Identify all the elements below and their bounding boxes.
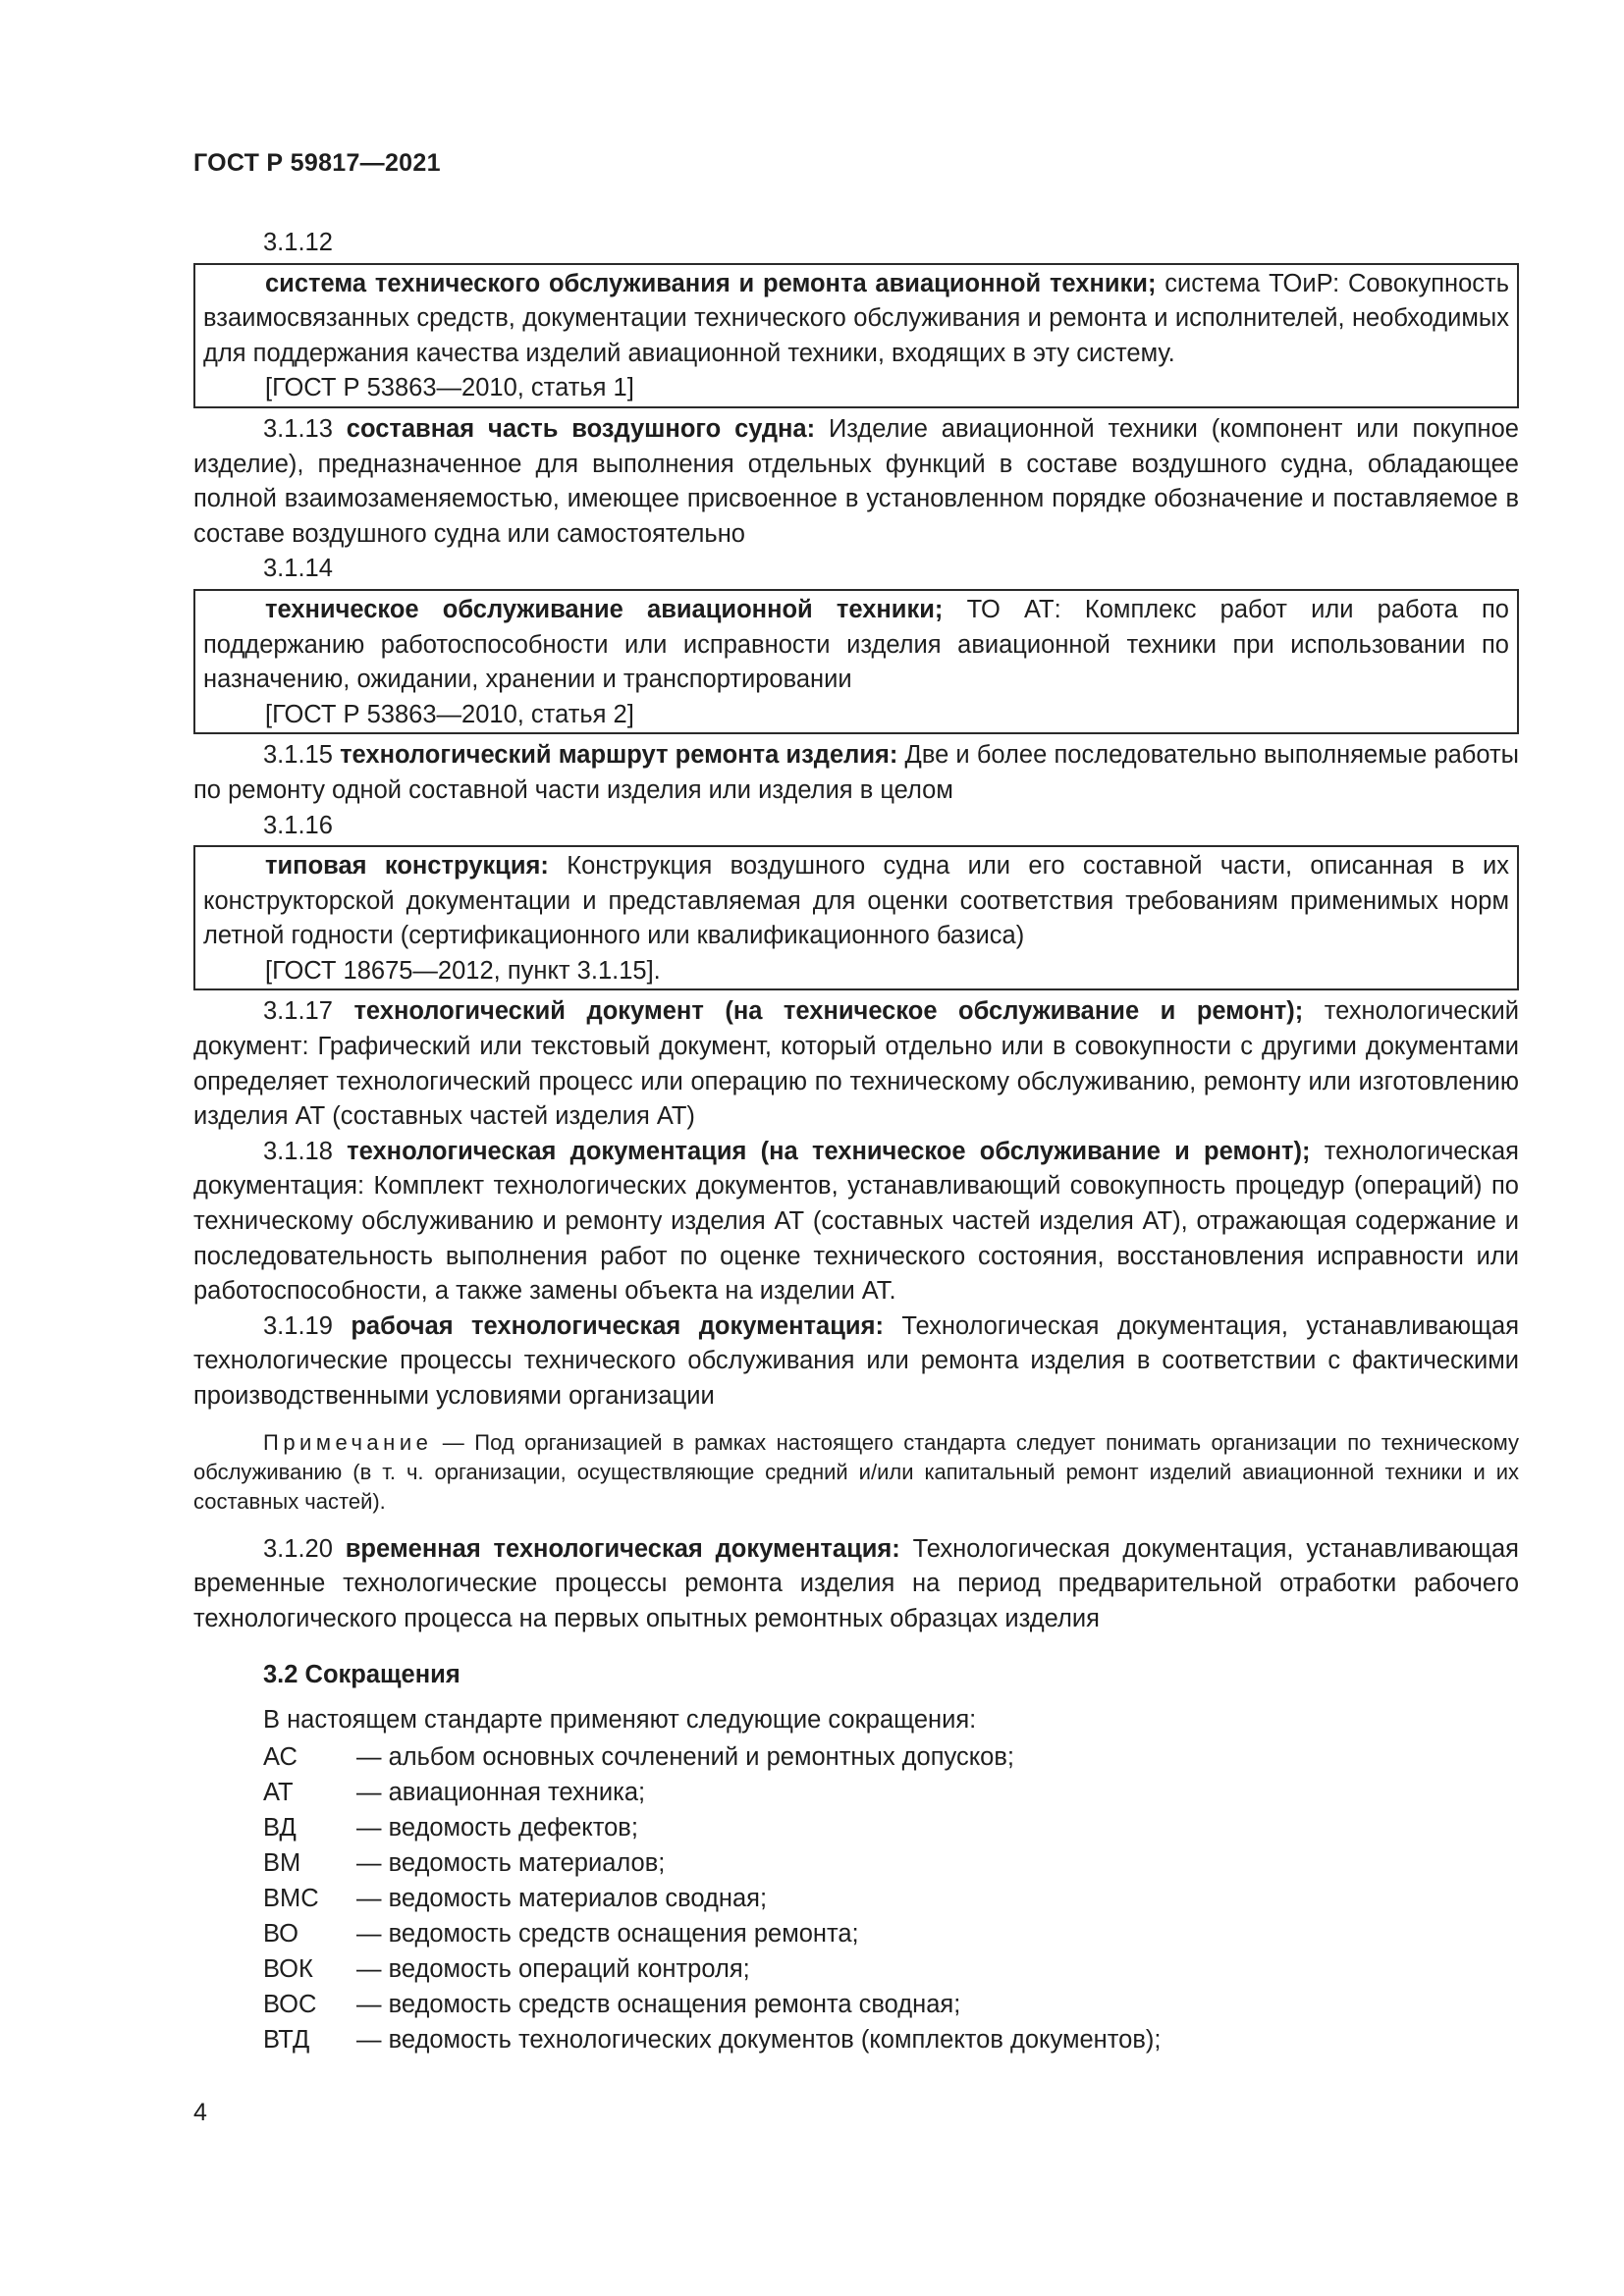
term-title: типовая конструкция:: [265, 852, 549, 881]
list-item: [263, 1917, 1519, 1952]
term-number: 3.1.19: [263, 1311, 333, 1340]
abbreviation-description: — ведомость материалов;: [356, 1848, 666, 1877]
note-text: — Под организацией в рамках настоящего стандарта следует понимать организации по техническому обслуживанию (в т. ч. организации, осуществляющие средний и/или капитальный ремонт изделий авиационной техники и их составных частей).: [193, 1429, 1519, 1514]
term-number: 3.1.12: [263, 229, 333, 256]
abbreviation-code: ВМ: [263, 1848, 301, 1877]
term-number: 3.1.17: [263, 997, 333, 1026]
abbreviation-description: — ведомость средств оснащения ремонта;: [356, 1919, 859, 1948]
section-intro: В настоящем стандарте применяют следующие сокращения:: [263, 1705, 977, 1734]
list-item: [263, 1740, 1519, 1776]
term-number: 3.1.14: [263, 555, 333, 583]
definition-source: [ГОСТ Р 53863—2010, статья 2]: [265, 700, 634, 728]
definition-text: технологическая документация: Комплект технологических документов, устанавливающий совокупность процедур (операций) по техническому обслуживанию и ремонту изделия АТ (составных частей изделия АТ), отражающая содержание и последовательность выполнения работ по оценке технического состояния, восстановления исправности или работоспособности, а также замены объекта на изделии АТ.: [193, 1137, 1519, 1306]
abbreviation-code: ВОК: [263, 1954, 313, 1983]
term-title: технологическая документация (на техническое обслуживание и ремонт);: [347, 1137, 1311, 1165]
abbreviation-description: — ведомость технологических документов (комплектов документов);: [356, 2025, 1162, 2054]
definition-paragraph: [193, 412, 1519, 552]
list-item: [263, 1988, 1519, 2023]
page-content: [193, 226, 1519, 2058]
abbreviation-code: ВОС: [263, 1990, 317, 2018]
definition-text: система ТОиР: Совокупность взаимосвязанных средств, документации технического обслуживания и ремонта и исполнителей, необходимых для поддержания качества изделий авиационной техники, входящих в эту систему.: [203, 269, 1509, 367]
term-number: 3.1.15: [263, 741, 333, 770]
quoted-definition-box: [193, 263, 1519, 408]
term-title: технологический маршрут ремонта изделия:: [340, 741, 898, 770]
note-label: Примечание: [263, 1429, 433, 1455]
definition-text: Две и более последовательно выполняемые работы по ремонту одной составной части изделия или изделия в целом: [193, 741, 1519, 804]
page-header: ГОСТ Р 59817—2021: [193, 149, 441, 177]
abbreviation-description: — ведомость дефектов;: [356, 1813, 638, 1842]
note-paragraph: [193, 1428, 1519, 1517]
term-title: рабочая технологическая документация:: [351, 1311, 884, 1340]
quoted-definition-box: [193, 845, 1519, 990]
definition-text: ТО АТ: Комплекс работ или работа по поддержанию работоспособности или исправности изделия авиационной техники при использовании по назначению, ожидании, хранении и транспортировании: [203, 595, 1509, 694]
quoted-definition-box: [193, 589, 1519, 734]
abbreviation-code: ВО: [263, 1919, 298, 1948]
definition-text: технологический документ: Графический или текстовый документ, который отдельно или в совокупности с другими документами определяет технологический процесс или операцию по техническому обслуживанию, ремонту или изготовлению изделия АТ (составных частей изделия АТ): [193, 997, 1519, 1131]
abbreviation-code: ВД: [263, 1813, 297, 1842]
definition-text: Технологическая документация, устанавливающая технологические процессы технического обслуживания или ремонта изделия в соответствии с фактическими производственными условиями организации: [193, 1311, 1519, 1410]
definition-paragraph: [193, 1135, 1519, 1309]
abbreviation-description: — авиационная техника;: [356, 1778, 646, 1806]
list-item: [263, 1952, 1519, 1988]
abbreviation-description: — ведомость средств оснащения ремонта сводная;: [356, 1990, 961, 2018]
term-number: 3.1.20: [263, 1534, 333, 1563]
definition-paragraph: [193, 1309, 1519, 1415]
definition-source: [ГОСТ 18675—2012, пункт 3.1.15].: [265, 956, 661, 985]
list-item: [263, 1811, 1519, 1846]
term-title: временная технологическая документация:: [345, 1534, 900, 1563]
definition-paragraph: [193, 994, 1519, 1134]
abbreviation-code: АТ: [263, 1778, 294, 1806]
term-number: 3.1.16: [263, 811, 333, 839]
term-title: техническое обслуживание авиационной техники;: [265, 595, 944, 623]
abbreviation-description: — ведомость материалов сводная;: [356, 1884, 768, 1912]
list-item: [263, 1882, 1519, 1917]
definition-source: [ГОСТ Р 53863—2010, статья 1]: [265, 374, 634, 402]
definition-text: Изделие авиационной техники (компонент или покупное изделие), предназначенное для выполнения отдельных функций в составе воздушного судна, обладающее полной взаимозаменяемостью, имеющее присвоенное в установленном порядке обозначение и поставляемое в составе воздушного судна или самостоятельно: [193, 414, 1519, 548]
abbreviation-description: — ведомость операций контроля;: [356, 1954, 750, 1983]
list-item: [263, 2023, 1519, 2058]
abbreviation-code: ВМС: [263, 1884, 319, 1912]
list-item: [263, 1846, 1519, 1882]
definition-text: Технологическая документация, устанавливающая временные технологические процессы ремонта изделия на период предварительной отработки рабочего технологического процесса на первых опытных ремонтных образцах изделия: [193, 1534, 1519, 1632]
section-heading: 3.2 Сокращения: [263, 1661, 460, 1689]
term-title: технологический документ (на техническое обслуживание и ремонт);: [353, 997, 1304, 1026]
definition-paragraph: [203, 593, 1509, 698]
definition-paragraph: [193, 1532, 1519, 1637]
page-number: 4: [193, 2099, 207, 2126]
definition-text: Конструкция воздушного судна или его составной части, описанная в их конструкторской документации и представляемая для оценки соответствия требованиям применимых норм летной годности (сертификационного или квалификационного базиса): [203, 852, 1509, 950]
list-item: [263, 1776, 1519, 1811]
definition-paragraph: [203, 267, 1509, 372]
definition-paragraph: [193, 738, 1519, 808]
abbreviation-code: АС: [263, 1742, 298, 1771]
definition-paragraph: [203, 849, 1509, 954]
term-title: составная часть воздушного судна:: [346, 414, 816, 443]
term-number: 3.1.13: [263, 414, 333, 443]
term-title: система технического обслуживания и ремонта авиационной техники;: [265, 269, 1157, 297]
term-number: 3.1.18: [263, 1137, 333, 1165]
abbreviation-code: ВТД: [263, 2025, 310, 2054]
abbreviation-list: [193, 1740, 1519, 2058]
abbreviation-description: — альбом основных сочленений и ремонтных допусков;: [356, 1742, 1014, 1771]
